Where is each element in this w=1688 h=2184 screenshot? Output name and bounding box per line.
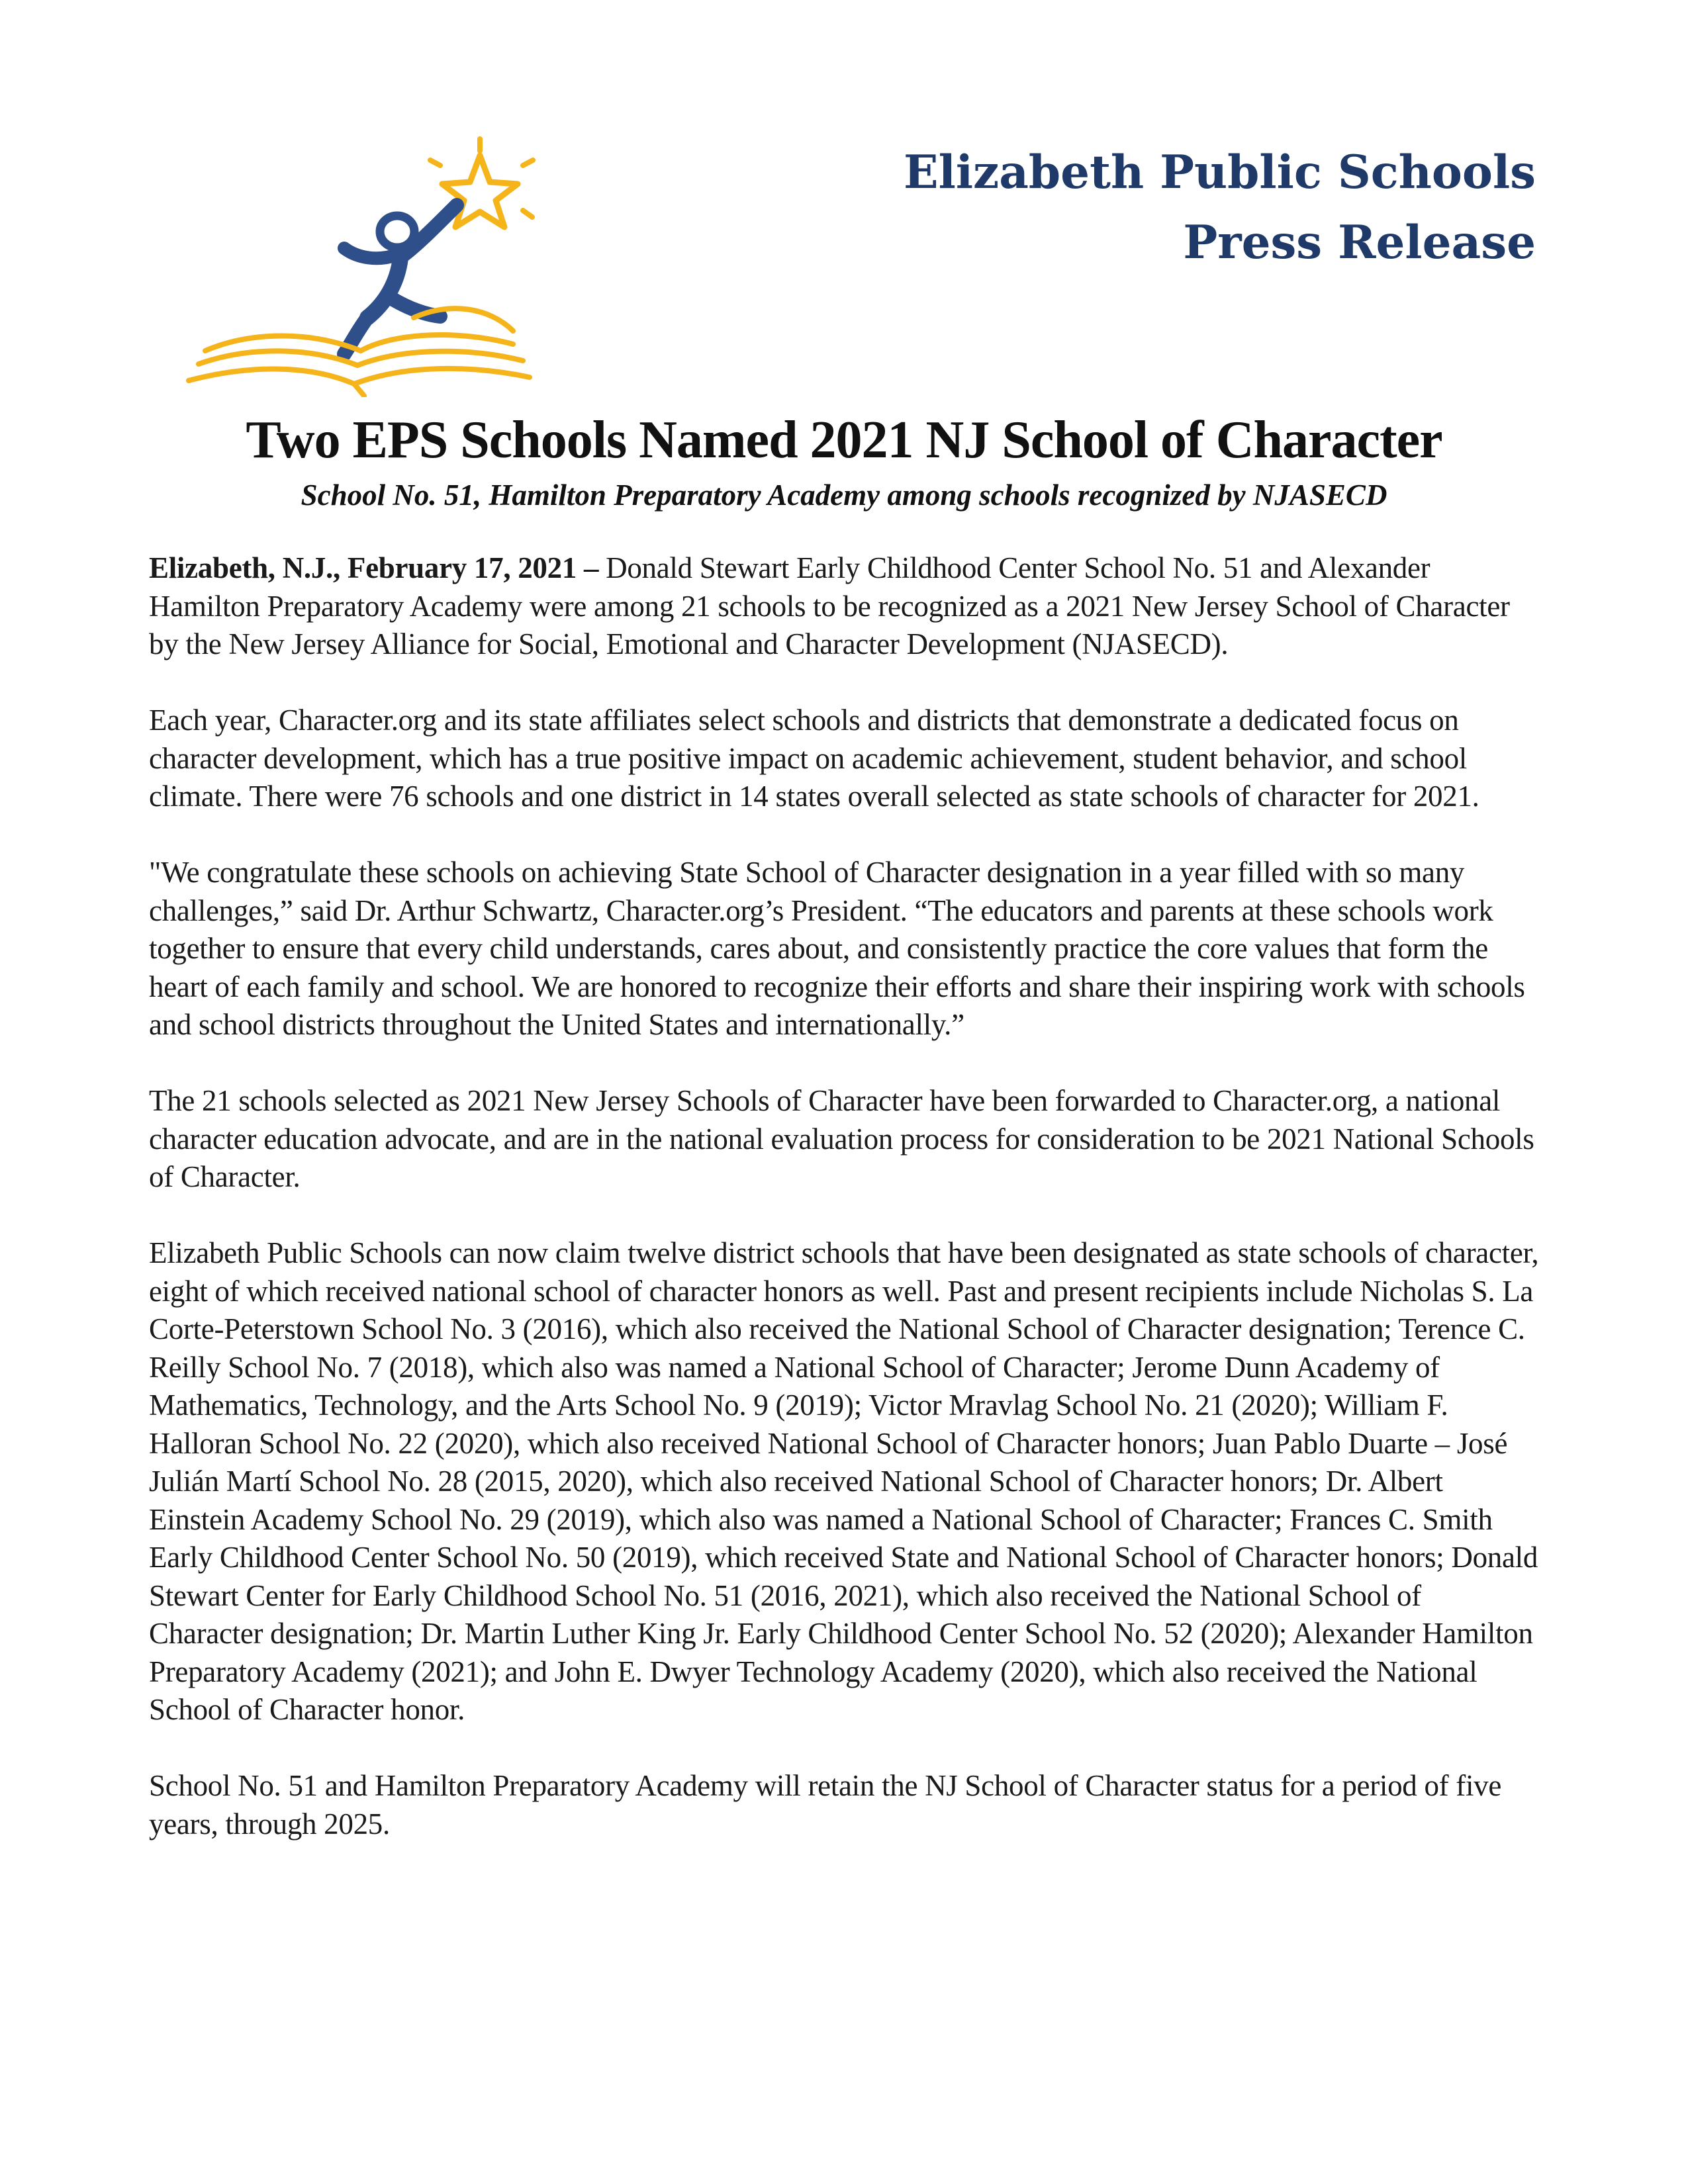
org-name: Elizabeth Public Schools — [904, 146, 1536, 199]
document-type: Press Release — [1183, 216, 1536, 269]
paragraph-3: "We congratulate these schools on achieving State School of Character designation in a year filled with so many challenges,” said Dr. Arthur Schwartz, Character.org’s President. “The educators and parents at these schools work together to ensure that every child understands, cares about, and consistently practice the core values that form the heart of each family and school. We are honored to recognize their efforts and share their inspiring work with schools and school districts throughout the United States and internationally.” — [149, 856, 1525, 1041]
org-header — [904, 138, 1536, 278]
article-body — [149, 549, 1539, 1882]
headline: Two EPS Schools Named 2021 NJ School of Character — [246, 411, 1442, 469]
reading-child-book-star-logo — [179, 132, 536, 397]
paragraph-1-text: Donald Stewart Early Childhood Center School No. 51 and Alexander Hamilton Preparatory Academy were among 21 schools to be recognized as a 2021 New Jersey School of Character by the New Jersey Alliance for Social, Emotional and Character Development (NJASECD). — [149, 551, 1510, 660]
paragraph-4: The 21 schools selected as 2021 New Jersey Schools of Character have been forwarded to Character.org, a national character education advocate, and are in the national evaluation process for consideration to be 2021 National Schools of Character. — [149, 1084, 1534, 1193]
paragraph-2: Each year, Character.org and its state affiliates select schools and districts that demonstrate a dedicated focus on character development, which has a true positive impact on academic achievement, student behavior, and school climate. There were 76 schools and one district in 14 states overall selected as state schools of character for 2021. — [149, 704, 1479, 813]
paragraph-6: School No. 51 and Hamilton Preparatory Academy will retain the NJ School of Character status for a period of five years, through 2025. — [149, 1769, 1502, 1841]
subheadline: School No. 51, Hamilton Preparatory Academy among schools recognized by NJASECD — [301, 478, 1387, 512]
paragraph-1 — [149, 549, 1539, 664]
child-figure-icon — [344, 205, 457, 354]
dateline: Elizabeth, N.J., February 17, 2021 – — [149, 551, 599, 584]
paragraph-5: Elizabeth Public Schools can now claim twelve district schools that have been designated as state schools of character, eight of which received national school of character honors as well. Past and present recipients include Nicholas S. La Corte-Peterstown School No. 3 (2016), which also received the National School of Character designation; Terence C. Reilly School No. 7 (2018), which also was named a National School of Character; Jerome Dunn Academy of Mathematics, Technology, and the Arts School No. 9 (2019); Victor Mravlag School No. 21 (2020); William F. Halloran School No. 22 (2020), which also received National School of Character honors; Juan Pablo Duarte – José Julián Martí School No. 28 (2015, 2020), which also received National School of Character honors; Dr. Albert Einstein Academy School No. 29 (2019), which also was named a National School of Character; Frances C. Smith Early Childhood Center School No. 50 (2019), which received State and National School of Character honors; Donald Stewart Center for Early Childhood School No. 51 (2016, 2021), which also received the National School of Character designation; Dr. Martin Luther King Jr. Early Childhood Center School No. 52 (2020); Alexander Hamilton Preparatory Academy (2021); and John E. Dwyer Technology Academy (2020), which also received the National School of Character honor. — [149, 1236, 1539, 1726]
